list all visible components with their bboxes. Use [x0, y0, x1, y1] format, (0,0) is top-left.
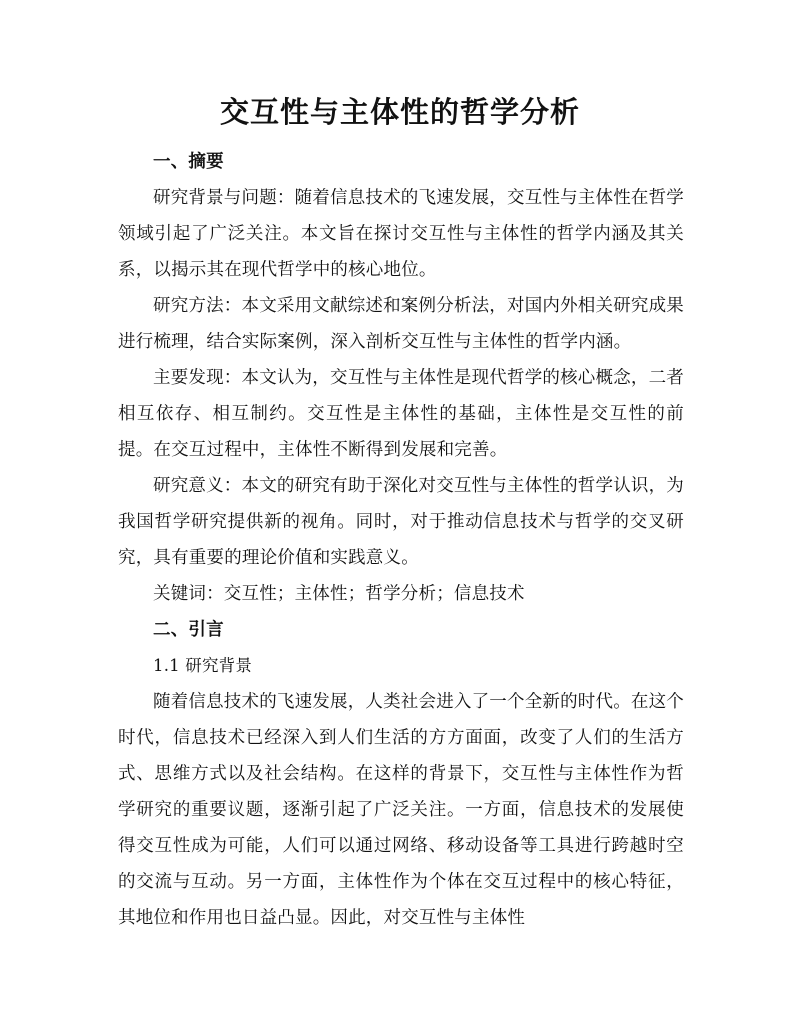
abstract-findings-paragraph: 主要发现：本文认为，交互性与主体性是现代哲学的核心概念，二者相互依存、相互制约。交互性是主体性的基础，主体性是交互性的前提。在交互过程中，主体性不断得到发展和完善。 [118, 368, 684, 460]
abstract-method-paragraph: 研究方法：本文采用文献综述和案例分析法，对国内外相关研究成果进行梳理，结合实际案例，深入剖析交互性与主体性的哲学内涵。 [118, 296, 684, 352]
document-body [118, 144, 684, 936]
abstract-heading: 一、摘要 [153, 152, 224, 172]
intro-subheading: 1.1 研究背景 [153, 656, 253, 675]
intro-heading: 二、引言 [153, 620, 224, 640]
keywords-line: 关键词：交互性；主体性；哲学分析；信息技术 [153, 584, 525, 604]
intro-paragraph: 随着信息技术的飞速发展，人类社会进入了一个全新的时代。在这个时代，信息技术已经深入到人们生活的方方面面，改变了人们的生活方式、思维方式以及社会结构。在这样的背景下，交互性与主体性作为哲学研究的重要议题，逐渐引起了广泛关注。一方面，信息技术的发展使得交互性成为可能，人们可以通过网络、移动设备等工具进行跨越时空的交流与互动。另一方面，主体性作为个体在交互过程中的核心特征，其地位和作用也日益凸显。因此，对交互性与主体性 [118, 692, 684, 928]
abstract-background-paragraph: 研究背景与问题：随着信息技术的飞速发展，交互性与主体性在哲学领域引起了广泛关注。本文旨在探讨交互性与主体性的哲学内涵及其关系，以揭示其在现代哲学中的核心地位。 [118, 188, 684, 280]
abstract-significance-paragraph: 研究意义：本文的研究有助于深化对交互性与主体性的哲学认识，为我国哲学研究提供新的视角。同时，对于推动信息技术与哲学的交叉研究，具有重要的理论价值和实践意义。 [118, 476, 684, 568]
document-title: 交互性与主体性的哲学分析 [219, 95, 580, 129]
